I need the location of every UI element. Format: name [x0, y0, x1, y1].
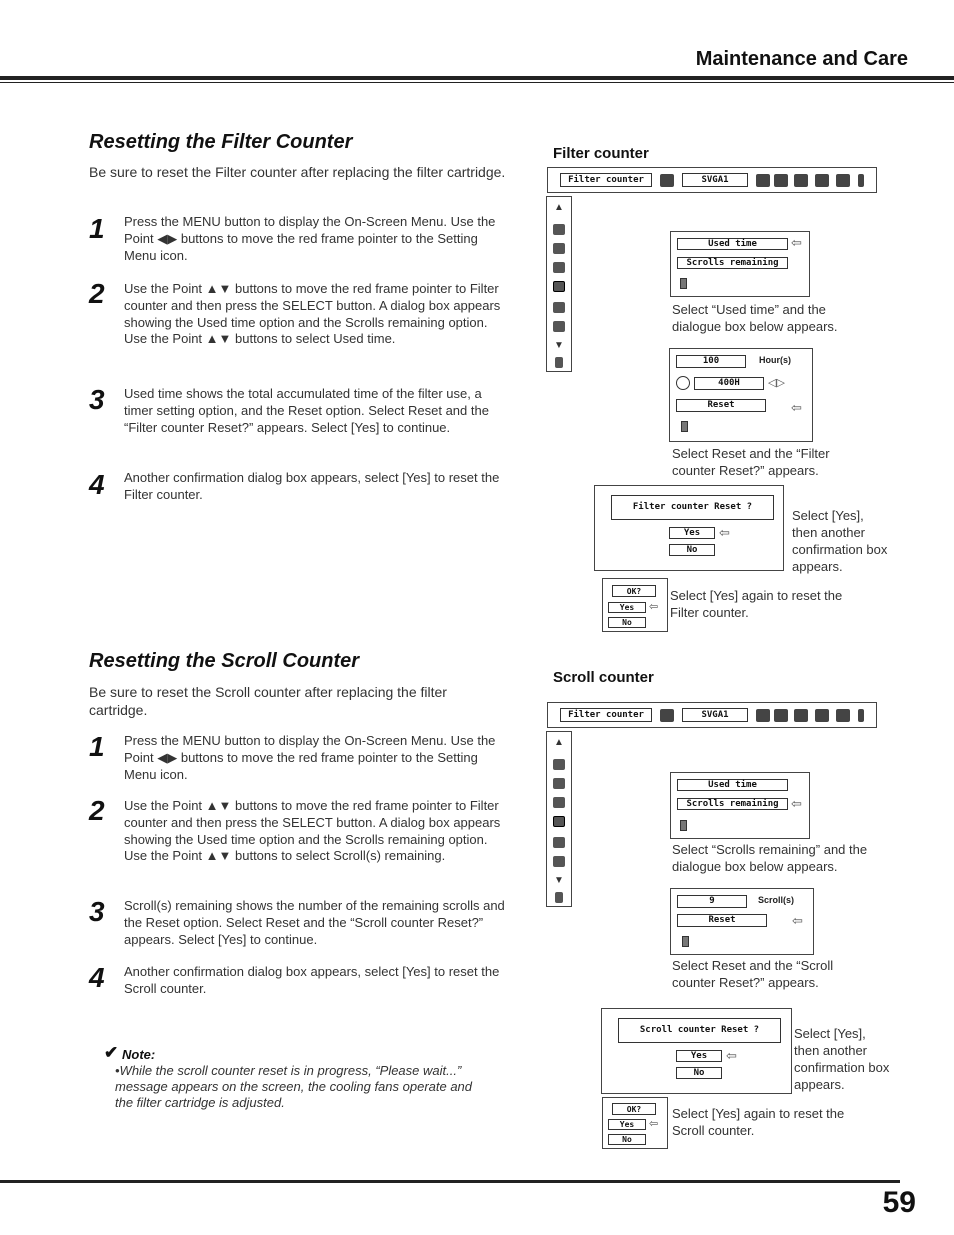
- up-arrow-icon: ▲: [554, 202, 564, 213]
- settings-icon: [660, 174, 674, 187]
- ok-no-button[interactable]: No: [608, 617, 646, 628]
- scroll-step-4-number: 4: [89, 962, 105, 993]
- scroll-step-3-number: 3: [89, 896, 105, 927]
- pen-icon: [680, 278, 687, 289]
- scroll-step-1-text: Press the MENU button to display the On-Screen Menu. Use the Point ◀▶ buttons to move the red frame pointer to the Setting Menu icon.: [124, 733, 496, 782]
- image-icon: [774, 174, 788, 187]
- filter-osd-sidebar: [546, 196, 572, 372]
- used-time-value: 100: [676, 355, 746, 368]
- timer-limit[interactable]: 400H: [694, 377, 764, 390]
- tools-icon: [794, 174, 808, 187]
- filter-figure-label: Filter counter: [553, 145, 649, 162]
- scrolls-unit: Scroll(s): [758, 895, 795, 905]
- setting-icon: [553, 816, 565, 827]
- filter-step-1-text: Press the MENU button to display the On-Screen Menu. Use the Point ◀▶ buttons to move the red frame pointer to the Setting Menu icon.: [124, 214, 496, 263]
- pointer-arrow-icon: ⇦: [726, 1048, 737, 1063]
- scroll-caption-3: Select [Yes], then another confirmation box appears.: [794, 1026, 890, 1092]
- settings-icon: [660, 709, 674, 722]
- pointer-arrow-icon: ⇦: [792, 913, 803, 928]
- input-icon: [756, 174, 770, 187]
- scroll-step-2-text: Use the Point ▲▼ buttons to move the red frame pointer to Filter counter and then press the SELECT button. A dialog box appears showing the Used time option and the Scrolls remaining option. Use the Point ▲▼ buttons to select Scroll(s) remaining.: [124, 798, 501, 864]
- tool-icon: [553, 856, 565, 867]
- screen-icon: [836, 709, 850, 722]
- pointer-arrow-icon: ⇦: [791, 400, 802, 415]
- header-rule-thin: [0, 82, 954, 83]
- exit-icon: [555, 357, 563, 368]
- pointer-arrow-icon: ⇦: [791, 796, 802, 811]
- pen-icon: [682, 936, 689, 947]
- display-icon: [553, 302, 565, 313]
- scroll-confirm-dialog: [601, 1008, 792, 1094]
- filter-section-title: Resetting the Filter Counter: [89, 131, 353, 153]
- filter-caption-3: Select [Yes], then another confirmation box appears.: [792, 508, 888, 574]
- used-time-option[interactable]: Used time: [677, 238, 788, 250]
- setting-icon: [553, 281, 565, 292]
- menu-icon: [553, 778, 565, 789]
- filter-step-1-number: 1: [89, 213, 105, 244]
- pen-icon: [681, 421, 688, 432]
- filter-step-2-text: Use the Point ▲▼ buttons to move the red frame pointer to Filter counter and then press the SELECT button. A dialog box appears showing the Used time option and the Scrolls remaining option. Use the Point ▲▼ buttons to select Used time.: [124, 281, 501, 347]
- scroll-osd-sidebar: [546, 731, 572, 907]
- ok-yes-button[interactable]: Yes: [608, 1119, 646, 1130]
- down-arrow-icon: ▼: [554, 875, 564, 886]
- scroll-intro: Be sure to reset the Scroll counter after replacing the filter cartridge.: [89, 684, 447, 718]
- scroll-figure-label: Scroll counter: [553, 669, 654, 686]
- toolbar-menu-item: Filter counter: [560, 708, 652, 722]
- ok-yes-button[interactable]: Yes: [608, 602, 646, 613]
- ok-no-button[interactable]: No: [608, 1134, 646, 1145]
- picture-icon: [815, 709, 829, 722]
- info-icon: [858, 174, 864, 187]
- page-number: 59: [882, 1186, 916, 1219]
- filter-step-3-number: 3: [89, 384, 105, 415]
- filter-osd-toolbar: [547, 167, 877, 193]
- filter-caption-2: Select Reset and the “Filter counter Reset?” appears.: [672, 446, 830, 478]
- tool-icon: [553, 321, 565, 332]
- pen-icon: [680, 820, 687, 831]
- scrolls-remaining-option[interactable]: Scrolls remaining: [677, 257, 788, 269]
- filter-icon: [553, 759, 565, 770]
- confirm-yes-button[interactable]: Yes: [669, 527, 715, 539]
- hours-unit: Hour(s): [759, 355, 791, 365]
- pointer-arrow-icon: ⇦: [649, 601, 659, 613]
- filter-step-4-number: 4: [89, 469, 105, 500]
- filter-reset-option[interactable]: Reset: [676, 399, 766, 412]
- scroll-step-1-number: 1: [89, 731, 105, 762]
- note-body: •While the scroll counter reset is in progress, “Please wait...” message appears on the screen, the cooling fans operate and the filter cartridge is adjusted.: [115, 1063, 473, 1110]
- pointer-arrow-icon: ⇦: [649, 1118, 659, 1130]
- filter-step-4-text: Another confirmation dialog box appears, select [Yes] to reset the Filter counter.: [124, 470, 500, 502]
- scrolls-remaining-option[interactable]: Scrolls remaining: [677, 798, 788, 810]
- confirm-title: Scroll counter Reset ?: [618, 1018, 781, 1043]
- header-rule: [0, 76, 954, 80]
- scroll-ok-dialog: [602, 1097, 668, 1149]
- picture-icon: [815, 174, 829, 187]
- ok-title: OK?: [612, 1103, 656, 1115]
- filter-caption-4: Select [Yes] again to reset the Filter counter.: [670, 588, 843, 620]
- image-icon: [774, 709, 788, 722]
- display-icon: [553, 837, 565, 848]
- used-time-option[interactable]: Used time: [677, 779, 788, 791]
- scroll-caption-1: Select “Scrolls remaining” and the dialogue box below appears.: [672, 842, 868, 874]
- input-icon: [756, 709, 770, 722]
- scroll-step-3-text: Scroll(s) remaining shows the number of the remaining scrolls and the Reset option. Select Reset and the “Scroll counter Reset?” appears. Select [Yes] to continue.: [124, 898, 505, 947]
- filter-icon: [553, 224, 565, 235]
- filter-confirm-dialog: [594, 485, 784, 571]
- screen-icon: [836, 174, 850, 187]
- pointer-arrow-icon: ⇦: [791, 235, 802, 250]
- scroll-caption-4: Select [Yes] again to reset the Scroll counter.: [672, 1106, 845, 1138]
- confirm-no-button[interactable]: No: [676, 1067, 722, 1079]
- clock-icon: [676, 376, 690, 390]
- down-arrow-icon: ▼: [554, 340, 564, 351]
- info-icon: [858, 709, 864, 722]
- filter-caption-1: Select “Used time” and the dialogue box below appears.: [672, 302, 838, 334]
- confirm-no-button[interactable]: No: [669, 544, 715, 556]
- filter-submenu: [670, 231, 810, 297]
- up-arrow-icon: ▲: [554, 737, 564, 748]
- toolbar-source: SVGA1: [682, 173, 748, 187]
- filter-ok-dialog: [602, 578, 668, 632]
- ok-title: OK?: [612, 585, 656, 597]
- scroll-step-4-text: Another confirmation dialog box appears, select [Yes] to reset the Scroll counter.: [124, 964, 500, 996]
- menu-icon: [553, 243, 565, 254]
- filter-step-3-text: Used time shows the total accumulated time of the filter use, a timer setting option, and the Reset option. Select Reset and the “Filter counter Reset?” appears. Select [Yes] to continue.: [124, 386, 489, 435]
- checkmark-icon: ✔: [104, 1043, 119, 1062]
- scroll-caption-2: Select Reset and the “Scroll counter Reset?” appears.: [672, 958, 834, 990]
- pointer-arrow-icon: ⇦: [719, 525, 730, 540]
- confirm-title: Filter counter Reset ?: [611, 495, 774, 520]
- scroll-reset-option[interactable]: Reset: [677, 914, 767, 927]
- bulb-icon: [553, 262, 565, 273]
- filter-step-2-number: 2: [89, 278, 105, 309]
- scroll-step-2-number: 2: [89, 795, 105, 826]
- footer-rule: [0, 1180, 900, 1183]
- toolbar-source: SVGA1: [682, 708, 748, 722]
- filter-timer-dialog: [669, 348, 813, 442]
- scroll-submenu: [670, 772, 810, 839]
- filter-intro: Be sure to reset the Filter counter after replacing the filter cartridge.: [89, 164, 506, 180]
- scrolls-value: 9: [677, 895, 747, 908]
- bulb-icon: [553, 797, 565, 808]
- exit-icon: [555, 892, 563, 903]
- toolbar-menu-item: Filter counter: [560, 173, 652, 187]
- scroll-section-title: Resetting the Scroll Counter: [89, 650, 360, 672]
- tools-icon: [794, 709, 808, 722]
- section-header: Maintenance and Care: [695, 48, 908, 70]
- scroll-count-dialog: [670, 888, 814, 955]
- scroll-osd-toolbar: [547, 702, 877, 728]
- left-right-arrows-icon: ◁▷: [768, 377, 785, 389]
- confirm-yes-button[interactable]: Yes: [676, 1050, 722, 1062]
- note-title: Note:: [122, 1047, 156, 1062]
